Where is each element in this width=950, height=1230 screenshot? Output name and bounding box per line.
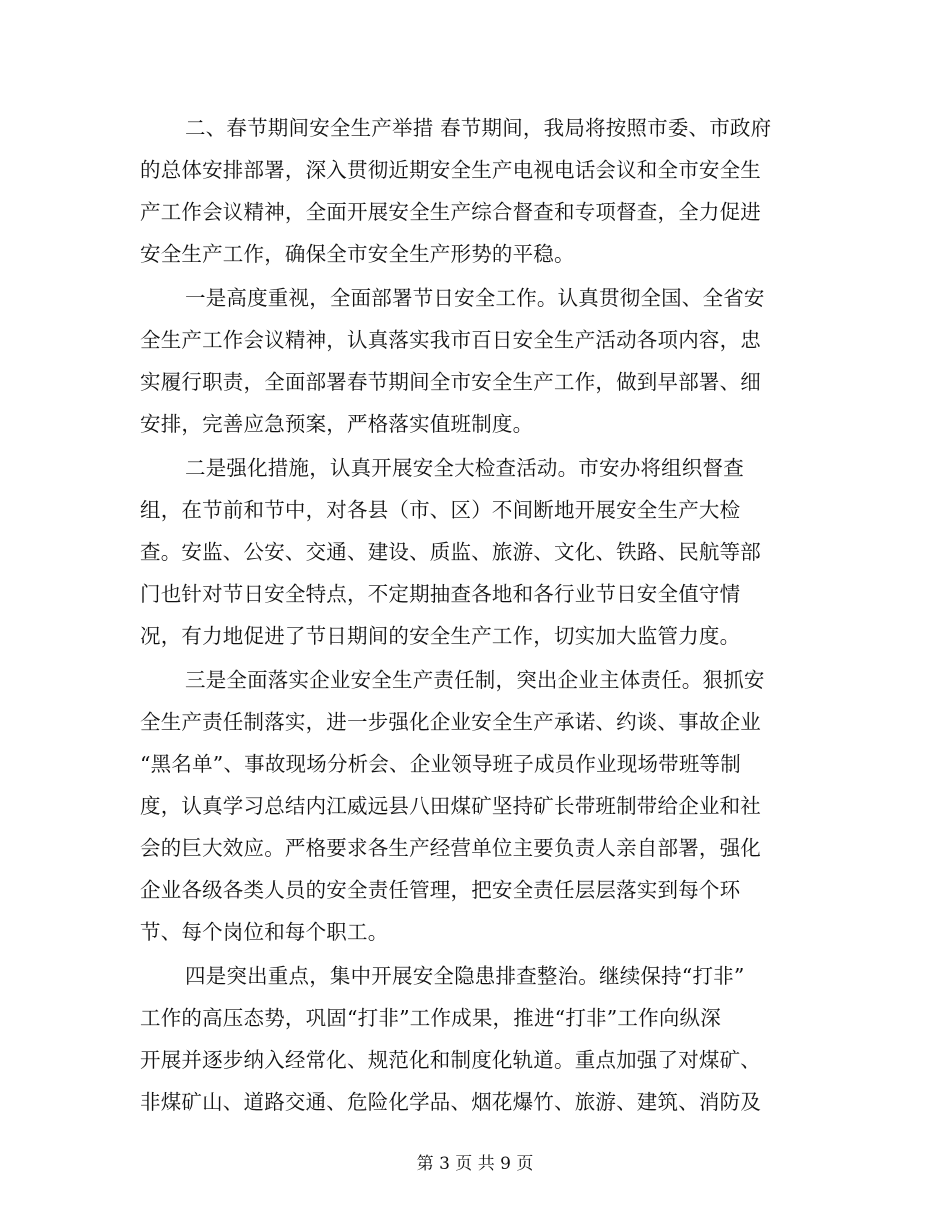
paragraph-line: 二、春节期间安全生产举措 春节期间，我局将按照市委、市政府 [185, 116, 772, 140]
page-number-footer: 第 3 页 共 9 页 [416, 1154, 534, 1174]
paragraph-line: 产工作会议精神，全面开展安全生产综合督查和专项督查，全力促进 [140, 200, 761, 224]
paragraph-line: 门也针对节日安全特点，不定期抽查各地和各行业节日安全值守情 [140, 582, 741, 606]
paragraph-line: 企业各级各类人员的安全责任管理，把安全责任层层落实到每个环 [140, 878, 741, 902]
paragraph-line: 安全生产工作，确保全市安全生产形势的平稳。 [140, 242, 575, 266]
paragraph-line: 全生产责任制落实，进一步强化企业安全生产承诺、约谈、事故企业 [140, 710, 761, 734]
paragraph-line: 度，认真学习总结内江威远县八田煤矿坚持矿长带班制带给企业和社 [140, 794, 761, 818]
paragraph-line: 会的巨大效应。严格要求各生产经营单位主要负责人亲自部署，强化 [140, 836, 761, 860]
paragraph-line: 全生产工作会议精神，认真落实我市百日安全生产活动各项内容，忠 [140, 328, 761, 352]
paragraph-line: 三是全面落实企业安全生产责任制，突出企业主体责任。狠抓安 [185, 668, 765, 692]
paragraph-line: 查。安监、公安、交通、建设、质监、旅游、文化、铁路、民航等部 [140, 540, 761, 564]
paragraph-line: 四是突出重点，集中开展安全隐患排查整治。继续保持“打非” [185, 964, 745, 988]
paragraph-line: 工作的高压态势，巩固“打非”工作成果，推进“打非”工作向纵深 [140, 1006, 721, 1030]
paragraph-line: 况，有力地促进了节日期间的安全生产工作，切实加大监管力度。 [140, 624, 741, 648]
paragraph-line: “黑名单”、事故现场分析会、企业领导班子成员作业现场带班等制 [140, 752, 741, 776]
paragraph-line: 非煤矿山、道路交通、危险化学品、烟花爆竹、旅游、建筑、消防及 [140, 1090, 761, 1114]
paragraph-line: 组，在节前和节中，对各县（市、区）不间断地开展安全生产大检 [140, 498, 741, 522]
paragraph-line: 的总体安排部署，深入贯彻近期安全生产电视电话会议和全市安全生 [140, 158, 761, 182]
paragraph-line: 实履行职责，全面部署春节期间全市安全生产工作，做到早部署、细 [140, 370, 761, 394]
paragraph-line: 节、每个岗位和每个职工。 [140, 920, 389, 944]
paragraph-line: 安排，完善应急预案，严格落实值班制度。 [140, 412, 534, 436]
paragraph-line: 开展并逐步纳入经常化、规范化和制度化轨道。重点加强了对煤矿、 [140, 1048, 761, 1072]
paragraph-line: 二是强化措施，认真开展安全大检查活动。市安办将组织督查 [185, 456, 744, 480]
paragraph-line: 一是高度重视，全面部署节日安全工作。认真贯彻全国、全省安 [185, 286, 765, 310]
